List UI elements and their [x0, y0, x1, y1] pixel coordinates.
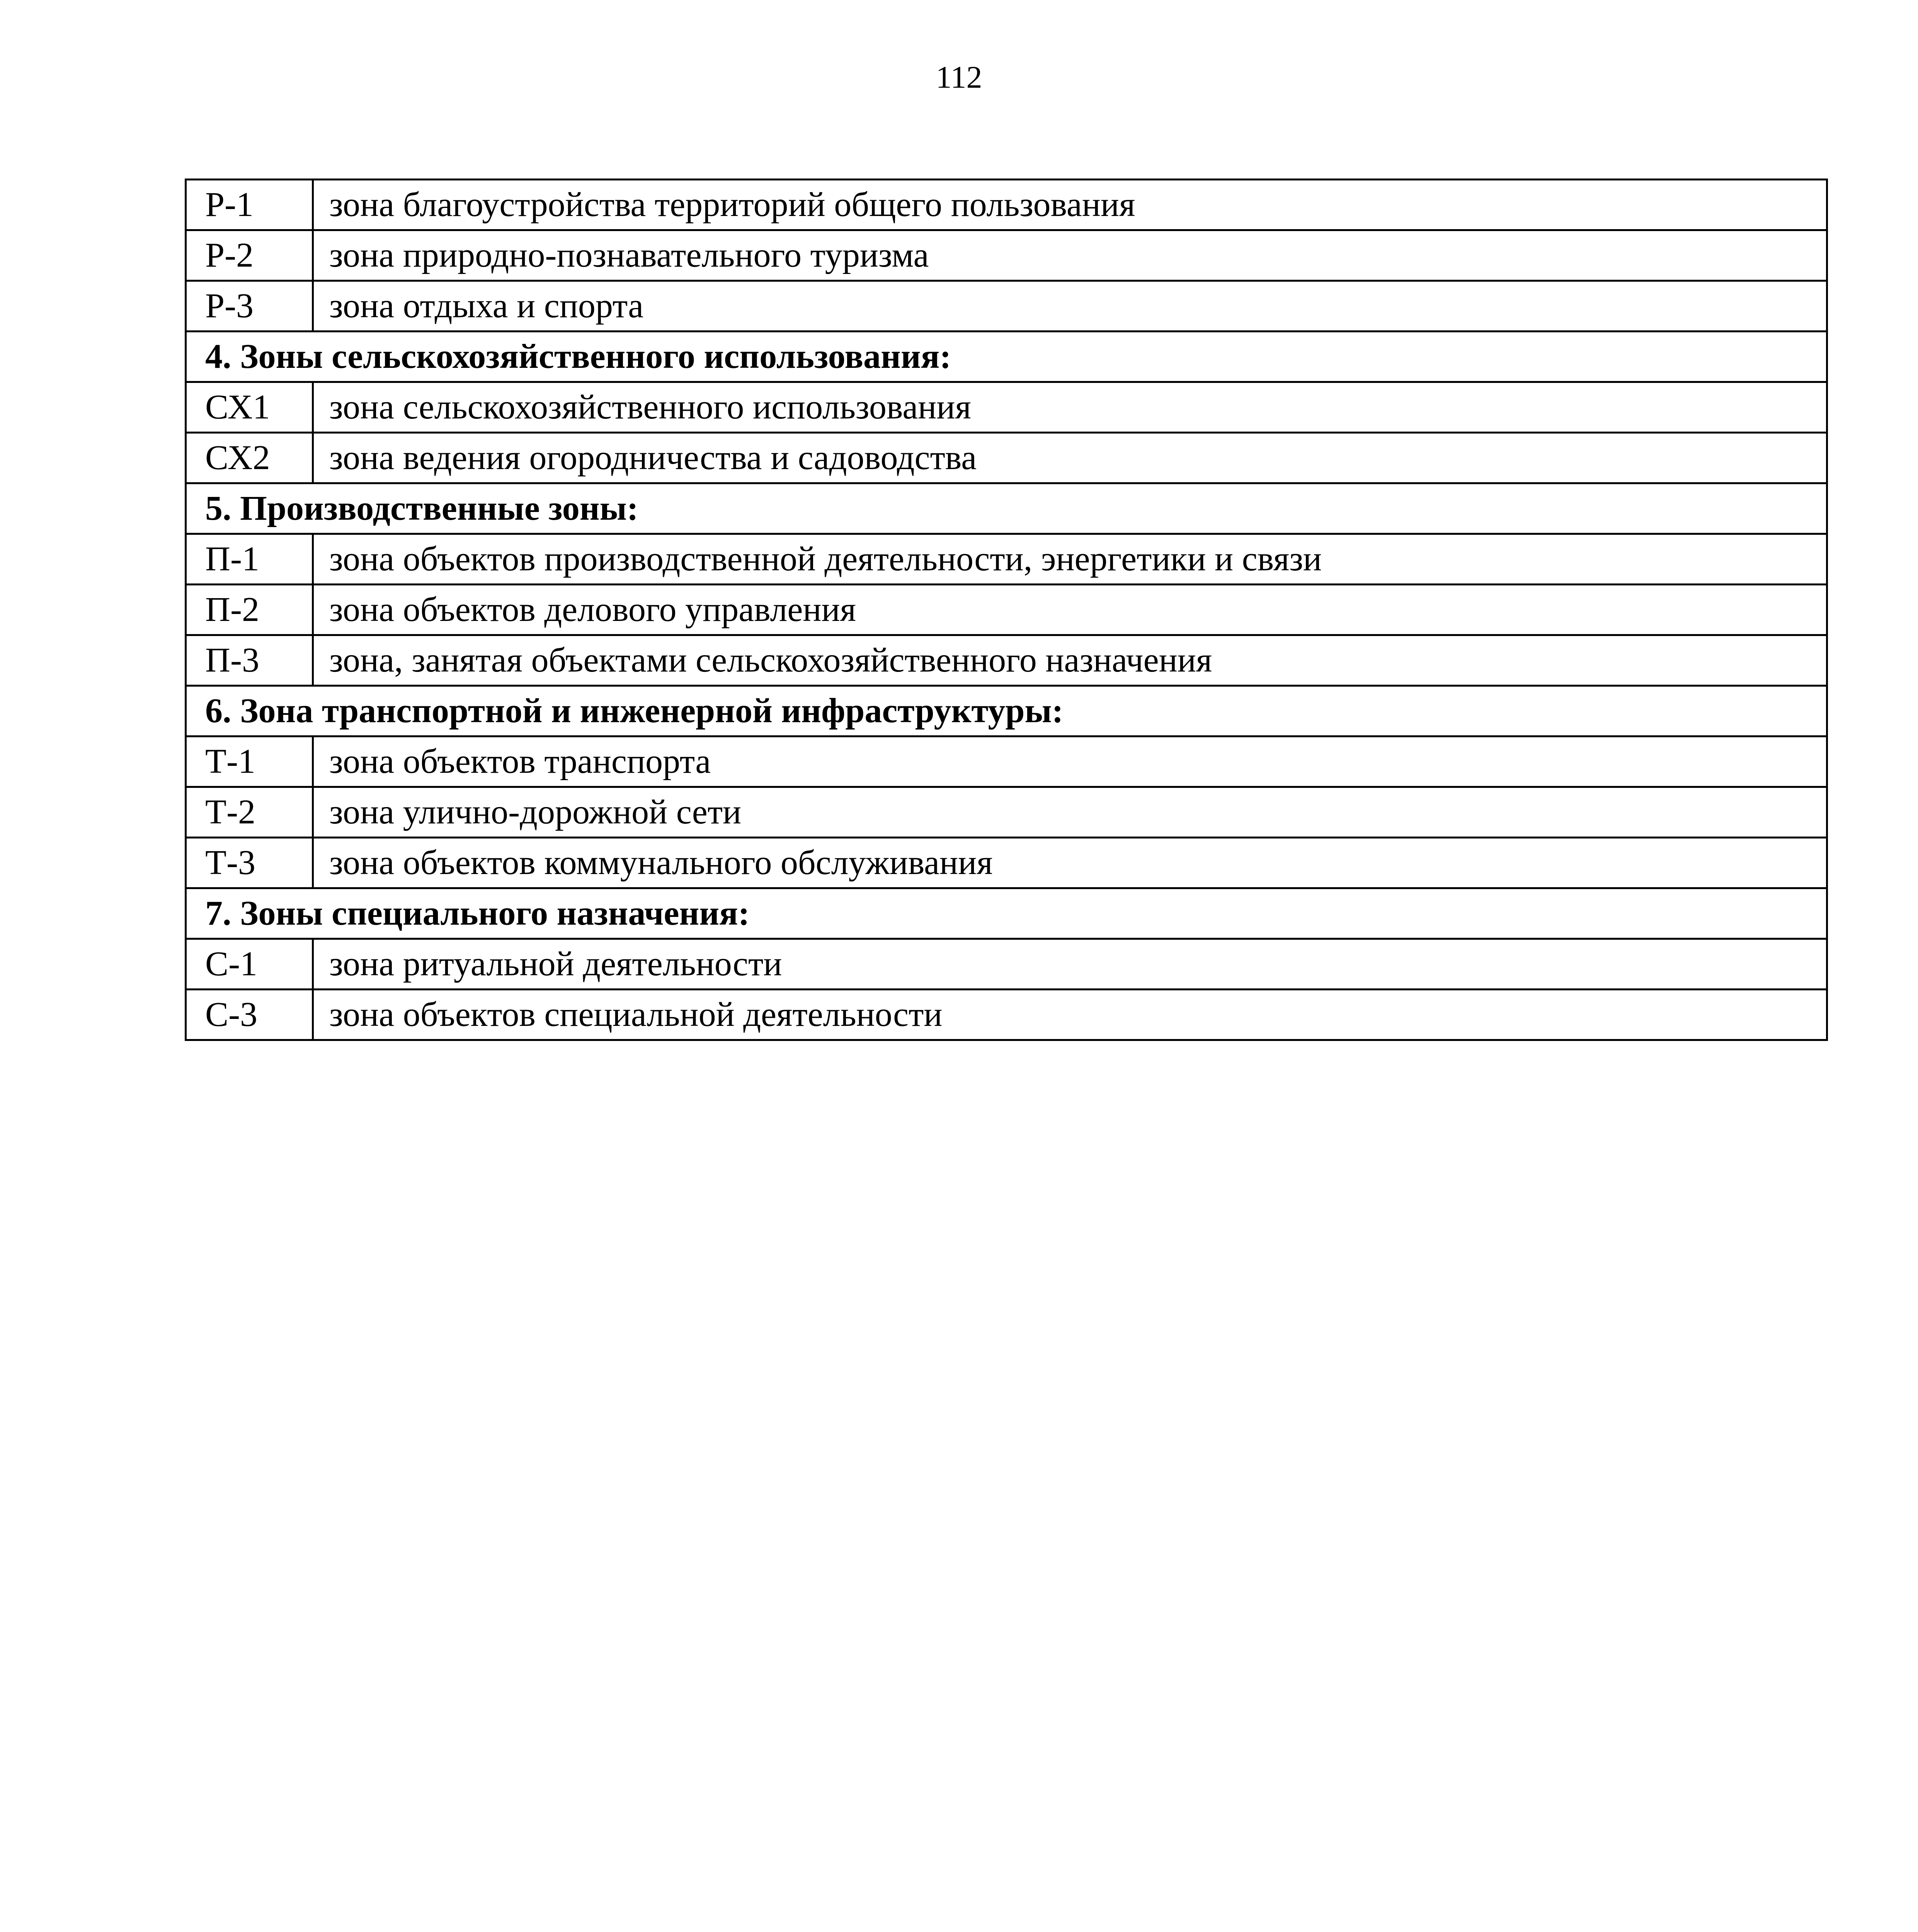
zone-description: зона объектов специальной деятельности — [313, 990, 1827, 1040]
zone-description: зона улично-дорожной сети — [313, 787, 1827, 838]
table-row — [186, 635, 1827, 686]
zone-description: зона природно-познавательного туризма — [313, 230, 1827, 281]
zone-code: СХ1 — [186, 382, 313, 433]
zone-code: П-3 — [186, 635, 313, 686]
table-row — [186, 585, 1827, 635]
table-row — [186, 787, 1827, 838]
section-title: 5. Производственные зоны: — [186, 483, 1827, 534]
table-row — [186, 939, 1827, 990]
table-row — [186, 990, 1827, 1040]
zone-description: зона отдыха и спорта — [313, 281, 1827, 332]
table-row — [186, 433, 1827, 483]
section-title: 6. Зона транспортной и инженерной инфраструктуры: — [186, 686, 1827, 736]
zone-description: зона сельскохозяйственного использования — [313, 382, 1827, 433]
zone-code: Р-3 — [186, 281, 313, 332]
zone-description: зона, занятая объектами сельскохозяйственного назначения — [313, 635, 1827, 686]
table-row — [186, 382, 1827, 433]
table-row — [186, 230, 1827, 281]
table-row — [186, 534, 1827, 585]
zone-code: Т-3 — [186, 838, 313, 888]
section-title: 7. Зоны специального назначения: — [186, 888, 1827, 939]
zone-code: С-3 — [186, 990, 313, 1040]
table-row — [186, 736, 1827, 787]
zone-code: П-1 — [186, 534, 313, 585]
zones-table — [185, 179, 1828, 1041]
zone-description: зона объектов транспорта — [313, 736, 1827, 787]
section-header-row — [186, 888, 1827, 939]
table-row — [186, 838, 1827, 888]
table-row — [186, 180, 1827, 230]
zone-code: Р-2 — [186, 230, 313, 281]
page-number: 112 — [936, 60, 982, 95]
section-header-row — [186, 483, 1827, 534]
zone-code: Т-2 — [186, 787, 313, 838]
section-title: 4. Зоны сельскохозяйственного использования: — [186, 332, 1827, 382]
section-header-row — [186, 686, 1827, 736]
zone-description: зона объектов делового управления — [313, 585, 1827, 635]
zone-code: С-1 — [186, 939, 313, 990]
table-row — [186, 281, 1827, 332]
zone-code: Т-1 — [186, 736, 313, 787]
zones-table-body — [186, 180, 1827, 1040]
zone-description: зона объектов коммунального обслуживания — [313, 838, 1827, 888]
zone-description: зона ведения огородничества и садоводства — [313, 433, 1827, 483]
zone-code: П-2 — [186, 585, 313, 635]
zone-code: СХ2 — [186, 433, 313, 483]
section-header-row — [186, 332, 1827, 382]
zone-description: зона благоустройства территорий общего пользования — [313, 180, 1827, 230]
zone-description: зона объектов производственной деятельности, энергетики и связи — [313, 534, 1827, 585]
zone-description: зона ритуальной деятельности — [313, 939, 1827, 990]
zone-code: Р-1 — [186, 180, 313, 230]
